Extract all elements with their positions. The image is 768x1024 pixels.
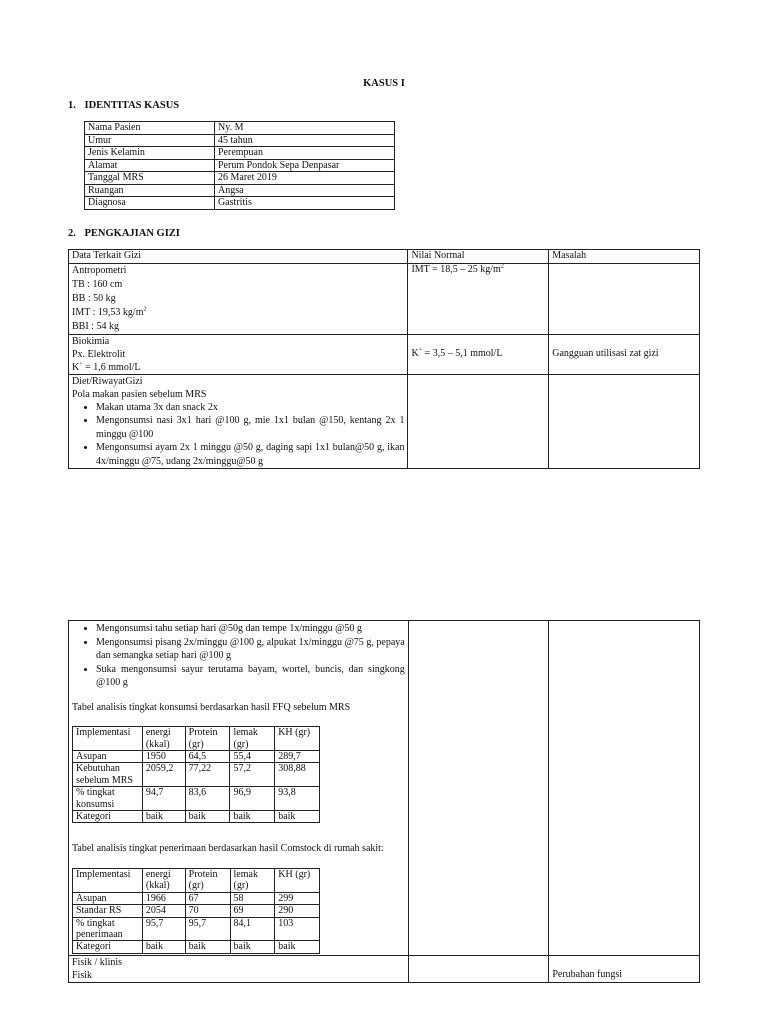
section-number: 2. xyxy=(68,228,76,239)
identity-label: Tanggal MRS xyxy=(85,172,215,185)
list-item: • Mengonsumsi pisang 2x/minggu @100 g, alpukat 1x/minggu @75 g, pepaya dan semangka setiap hari @100 g xyxy=(96,636,405,663)
header-problem: Masalah xyxy=(549,250,700,264)
table-cell: 84,1 xyxy=(230,917,275,941)
table-row xyxy=(73,787,320,811)
table-cell: 67 xyxy=(185,892,230,904)
anthropometry-bb: BB : 50 kg xyxy=(72,292,116,304)
table-row xyxy=(85,134,395,147)
identity-value: 45 tahun xyxy=(215,134,395,147)
section-heading-assessment xyxy=(68,228,180,239)
table-cell: baik xyxy=(230,810,275,822)
identity-label: Alamat xyxy=(85,159,215,172)
assessment-table-page1 xyxy=(68,249,700,469)
table-row xyxy=(85,184,395,197)
identity-value: Perempuan xyxy=(215,147,395,160)
table-row xyxy=(85,197,395,210)
table-cell: 83,6 xyxy=(185,787,230,811)
table-cell: 55,4 xyxy=(230,750,275,762)
table-cell: 2059,2 xyxy=(142,763,185,787)
table-cell: % tingkat konsumsi xyxy=(73,787,143,811)
table-cell: 96,9 xyxy=(230,787,275,811)
table-cell: energi (kkal) xyxy=(142,868,185,892)
table-cell: 64,5 xyxy=(185,750,230,762)
table-cell: baik xyxy=(230,941,275,953)
table-row xyxy=(73,941,320,953)
identity-label: Diagnosa xyxy=(85,197,215,210)
biochem-problem: Gangguan utilisasi zat gizi xyxy=(549,334,700,374)
table-cell: 70 xyxy=(185,905,230,917)
identity-label: Nama Pasien xyxy=(85,122,215,135)
physical-problem: Perubahan fungsi xyxy=(549,955,700,982)
table-cell: 95,7 xyxy=(185,917,230,941)
document-title: KASUS I xyxy=(363,78,405,89)
section-title: PENGKAJIAN GIZI xyxy=(84,228,180,239)
table-cell: Standar RS xyxy=(73,905,143,917)
table-cell: Kategori xyxy=(73,810,143,822)
table-row xyxy=(73,892,320,904)
table-row xyxy=(73,750,320,762)
list-item: • Mengonsumsi nasi 3x1 hari @100 g, mie 1x1 bulan @150, kentang 2x 1 minggu @100 xyxy=(96,414,404,441)
physical-row xyxy=(69,955,700,982)
table-cell: 57,2 xyxy=(230,763,275,787)
table-row xyxy=(85,172,395,185)
diet-bullets xyxy=(72,401,404,469)
anthropometry-problem xyxy=(549,263,700,334)
biochem-test: Px. Elektrolit xyxy=(72,348,126,360)
table-cell: 289,7 xyxy=(275,750,320,762)
table-cell: baik xyxy=(185,941,230,953)
identity-value: Gastritis xyxy=(215,197,395,210)
identity-table xyxy=(84,121,395,210)
diet-bullets-continued xyxy=(72,622,405,690)
table-cell: baik xyxy=(185,810,230,822)
table-cell: 93,8 xyxy=(275,787,320,811)
physical-title: Fisik / klinis xyxy=(72,956,123,968)
table-cell: 95,7 xyxy=(142,917,185,941)
table-cell: baik xyxy=(275,941,320,953)
anthropometry-tb: TB : 160 cm xyxy=(72,278,123,290)
table-row xyxy=(85,122,395,135)
table-row xyxy=(85,147,395,160)
table-cell: 58 xyxy=(230,892,275,904)
physical-line: Fisik xyxy=(72,969,93,981)
table-cell: Implementasi xyxy=(73,868,143,892)
table-row xyxy=(73,917,320,941)
table-cell: baik xyxy=(275,810,320,822)
table-cell: baik xyxy=(142,941,185,953)
biochem-title: Biokimia xyxy=(72,335,110,347)
section-heading-identity xyxy=(68,100,179,111)
diet-title: Diet/RiwayatGizi xyxy=(72,375,143,387)
assessment-table-page2 xyxy=(68,620,700,983)
table-cell: Kategori xyxy=(73,941,143,953)
identity-label: Umur xyxy=(85,134,215,147)
comstock-table xyxy=(72,868,320,954)
table-cell: lemak (gr) xyxy=(230,868,275,892)
table-row xyxy=(73,763,320,787)
table-cell: Implementasi xyxy=(73,727,143,751)
table-cell: 1966 xyxy=(142,892,185,904)
identity-value: Perum Pondok Sepa Denpasar xyxy=(215,159,395,172)
list-item: • Mengonsumsi ayam 2x 1 minggu @50 g, daging sapi 1x1 bulan@50 g, ikan 4x/minggu @75, udang 2x/minggu@50 g xyxy=(96,441,404,468)
ffq-table xyxy=(72,726,320,823)
table-cell: 299 xyxy=(275,892,320,904)
table-cell: baik xyxy=(142,810,185,822)
anthropometry-imt: IMT : 19,53 $kg/m^2$ xyxy=(72,306,147,318)
list-item: • Suka mengonsumsi sayur terutama bayam, wortel, buncis, dan singkong @100 g xyxy=(96,663,405,690)
table-cell: Kebutuhan sebelum MRS xyxy=(73,763,143,787)
biochem-k-value: K+ = 1,6 mmol/L xyxy=(72,361,141,373)
anthropometry-row xyxy=(69,263,700,334)
section-number: 1. xyxy=(68,100,76,111)
biochem-normal: K+ = 3,5 – 5,1 mmol/L xyxy=(408,334,549,374)
anthropometry-title: Antropometri xyxy=(72,264,127,276)
header-normal: Nilai Normal xyxy=(408,250,549,264)
table-cell: 290 xyxy=(275,905,320,917)
table-cell: 1950 xyxy=(142,750,185,762)
table-cell: 2054 xyxy=(142,905,185,917)
table-cell: Protein (gr) xyxy=(185,727,230,751)
header-data: Data Terkait Gizi xyxy=(69,250,408,264)
list-item: • Mengonsumsi tahu setiap hari @50g dan tempe 1x/minggu @50 g xyxy=(96,622,405,636)
anthropometry-normal: IMT = 18,5 – 25 $kg/m^2$ xyxy=(408,263,549,334)
table-cell: 77,22 xyxy=(185,763,230,787)
table-cell: % tingkat penerimaan xyxy=(73,917,143,941)
table-row xyxy=(73,868,320,892)
table-cell: 308,88 xyxy=(275,763,320,787)
table-row xyxy=(85,159,395,172)
table-cell: KH (gr) xyxy=(275,727,320,751)
identity-value: Ny. M xyxy=(215,122,395,135)
list-item: • Makan utama 3x dan snack 2x xyxy=(96,401,404,415)
table-row xyxy=(73,905,320,917)
table-row xyxy=(73,727,320,751)
diet-subtitle: Pola makan pasien sebelum MRS xyxy=(72,388,207,400)
table-cell: 69 xyxy=(230,905,275,917)
diet-continued-row xyxy=(69,621,700,956)
table-cell: lemak (gr) xyxy=(230,727,275,751)
section-title: IDENTITAS KASUS xyxy=(84,100,180,111)
assessment-header-row xyxy=(69,250,700,264)
table-cell: energi (kkal) xyxy=(142,727,185,751)
table-cell: Asupan xyxy=(73,750,143,762)
table-cell: 103 xyxy=(275,917,320,941)
table-cell: Asupan xyxy=(73,892,143,904)
diet-row xyxy=(69,374,700,469)
comstock-caption: Tabel analisis tingkat penerimaan berdasarkan hasil Comstock di rumah sakit: xyxy=(72,843,384,855)
table-cell: KH (gr) xyxy=(275,868,320,892)
identity-label: Ruangan xyxy=(85,184,215,197)
table-row xyxy=(73,810,320,822)
biochem-row xyxy=(69,334,700,374)
table-cell: Protein (gr) xyxy=(185,868,230,892)
identity-label: Jenis Kelamin xyxy=(85,147,215,160)
ffq-caption: Tabel analisis tingkat konsumsi berdasarkan hasil FFQ sebelum MRS xyxy=(72,701,351,713)
identity-value: 26 Maret 2019 xyxy=(215,172,395,185)
identity-value: Angsa xyxy=(215,184,395,197)
table-cell: 94,7 xyxy=(142,787,185,811)
anthropometry-bbi: BBI : 54 kg xyxy=(72,320,119,332)
